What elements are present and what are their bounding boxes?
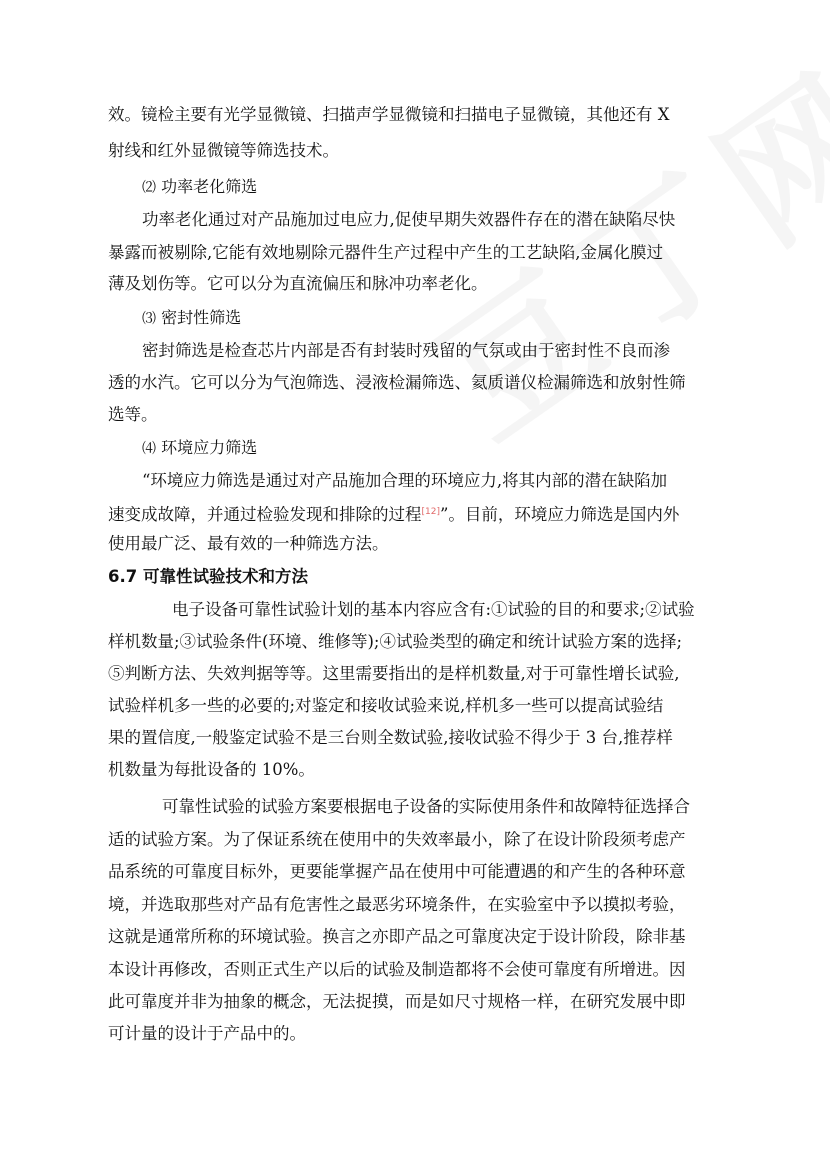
para-scheme-line-8: 可计量的设计于产品中的。 — [108, 1024, 306, 1043]
para-env-line-2-text-b: ”。目前，环境应力筛选是国内外 — [439, 505, 680, 524]
para-plan-line-1: 电子设备可靠性试验计划的基本内容应含有:①试验的目的和要求;②试验 — [172, 600, 695, 619]
subheading-title: 密封性筛选 — [161, 308, 242, 327]
para-plan-line-3: ⑤判断方法、失效判据等等。这里需要指出的是样机数量,对于可靠性增长试验, — [108, 664, 680, 683]
para-inspection-line-2: 射线和红外显微镜等筛选技术。 — [108, 141, 339, 160]
subheading-power-aging — [142, 172, 257, 203]
subheading-title: 环境应力筛选 — [161, 438, 258, 457]
para-scheme-line-6: 本设计再修改，否则正式生产以后的试验及制造都将不会使可靠度有所增进。因 — [108, 960, 686, 979]
subheading-seal — [142, 303, 241, 334]
subheading-env-stress — [142, 433, 257, 464]
para-plan-line-4: 试验样机多一些的必要的;对鉴定和接收试验来说,样机多一些可以提高试验结 — [108, 696, 664, 715]
section-heading: 6.7 可靠性试验技术和方法 — [108, 567, 308, 586]
para-plan-line-2: 样机数量;③试验条件(环境、维修等);④试验类型的确定和统计试验方案的选择; — [108, 632, 683, 651]
subheading-number: ⑷ — [142, 441, 156, 457]
para-env-line-1: “环境应力筛选是通过对产品施加合理的环境应力,将其内部的潜在缺陷加 — [142, 471, 668, 490]
citation-ref-link[interactable]: [12] — [421, 507, 440, 517]
para-scheme-line-3: 品系统的可靠度目标外，更要能掌握产品在使用中可能遭遇的和产生的各种环意 — [108, 862, 686, 881]
para-scheme-line-5: 这就是通常所称的环境试验。换言之亦即产品之可靠度决定于设计阶段，除非基 — [108, 927, 686, 946]
para-env-line-2-text-a: 速变成故障，并通过检验发现和排除的过程 — [108, 505, 422, 524]
para-inspection-line-1: 效。镜检主要有光学显微镜、扫描声学显微镜和扫描电子显微镜，其他还有 X — [108, 105, 670, 124]
para-seal-line-1: 密封筛选是检查芯片内部是否有封装时残留的气氛或由于密封性不良而渗 — [142, 341, 670, 360]
subheading-title: 功率老化筛选 — [161, 177, 258, 196]
para-power-line-2: 暴露而被剔除,它能有效地剔除元器件生产过程中产生的工艺缺陷,金属化膜过 — [108, 243, 663, 262]
subheading-number: ⑵ — [142, 180, 156, 196]
para-plan-line-6: 机数量为每批设备的 10%。 — [108, 760, 315, 779]
para-env-line-3: 使用最广泛、最有效的一种筛选方法。 — [108, 534, 389, 553]
para-env-line-2 — [108, 497, 679, 530]
para-scheme-line-4: 境，并选取那些对产品有危害性之最恶劣环境条件，在实验室中予以摸拟考验， — [108, 895, 686, 914]
para-scheme-line-1: 可靠性试验的试验方案要根据电子设备的实际使用条件和故障特征选择合 — [162, 797, 690, 816]
para-seal-line-3: 选等。 — [108, 405, 158, 424]
para-power-line-1: 功率老化通过对产品施加过电应力,促使早期失效器件存在的潜在缺陷尽快 — [142, 210, 676, 229]
subheading-number: ⑶ — [142, 311, 156, 327]
para-scheme-line-7: 此可靠度并非为抽象的概念，无法捉摸，而是如尺寸规格一样，在研究发展中即 — [108, 992, 686, 1011]
para-power-line-3: 薄及划伤等。它可以分为直流偏压和脉冲功率老化。 — [108, 274, 488, 293]
para-seal-line-2: 透的水汽。它可以分为气泡筛选、浸液检漏筛选、氦质谱仪检漏筛选和放射性筛 — [108, 373, 686, 392]
para-scheme-line-2: 适的试验方案。为了保证系统在使用中的失效率最小，除了在设计阶段须考虑产 — [108, 830, 686, 849]
para-plan-line-5: 果的置信度,一般鉴定试验不是三台则全数试验,接收试验不得少于 3 台,推荐样 — [108, 728, 673, 747]
